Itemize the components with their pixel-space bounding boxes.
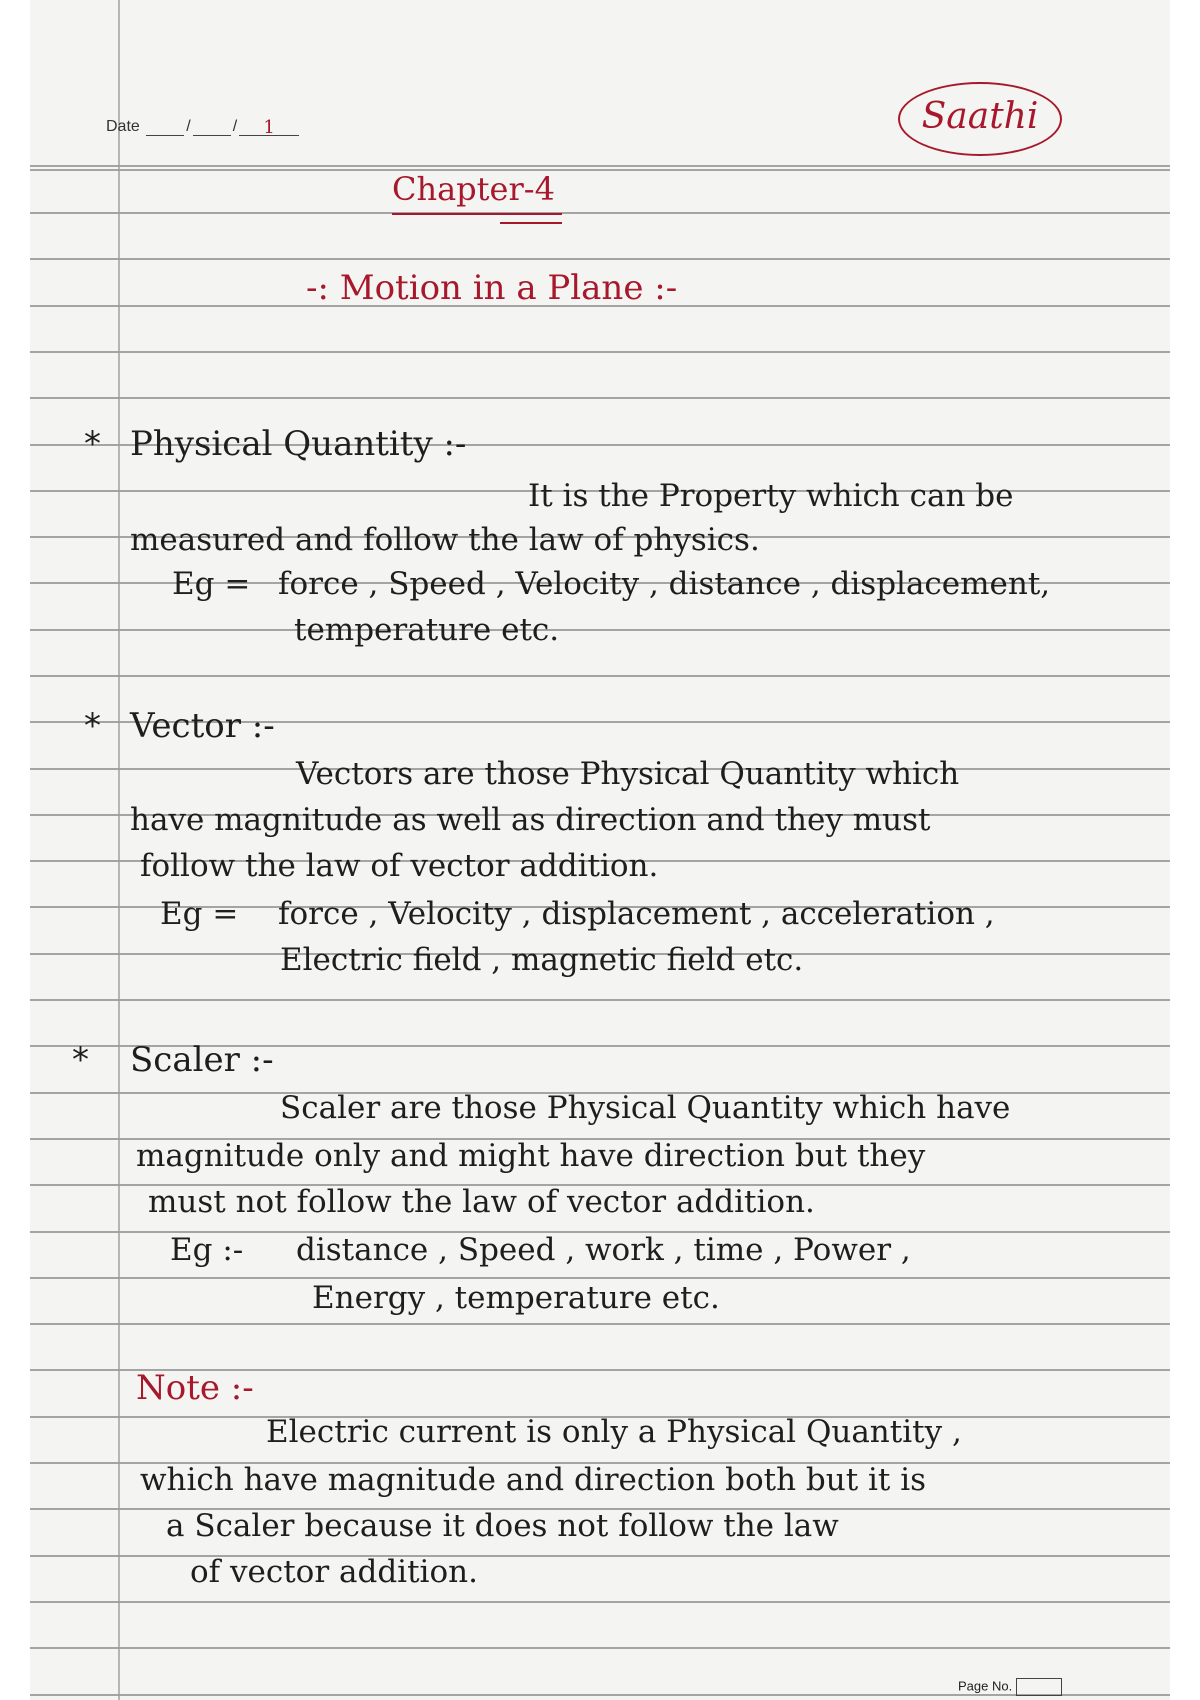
eg-label: Eg = — [160, 896, 239, 932]
page-number-label: Page No. — [958, 1678, 1013, 1694]
scaler-example: Energy , temperature etc. — [312, 1280, 720, 1316]
physical-quantity-line: It is the Property which can be — [528, 478, 1014, 514]
scaler-line: must not follow the law of vector addition. — [148, 1184, 815, 1220]
note-line: which have magnitude and direction both but it is — [140, 1462, 927, 1498]
bullet-star-icon: * — [84, 424, 101, 464]
eg-label: Eg = — [172, 566, 251, 602]
chapter-underline — [392, 213, 562, 215]
page-number-box — [1016, 1678, 1062, 1696]
physical-quantity-example: force , Speed , Velocity , distance , displacement, — [278, 566, 1051, 602]
vector-line: have magnitude as well as direction and they must — [130, 802, 931, 838]
bullet-star-icon: * — [84, 706, 101, 746]
scaler-line: Scaler are those Physical Quantity which have — [280, 1090, 1011, 1126]
page-number-field — [958, 1678, 1062, 1696]
vector-line: Vectors are those Physical Quantity which — [296, 756, 960, 792]
note-heading: Note :- — [136, 1368, 254, 1408]
bullet-star-icon: * — [72, 1040, 89, 1080]
brand-logo: Saathi — [898, 82, 1062, 156]
eg-label: Eg :- — [170, 1232, 244, 1268]
scaler-example: distance , Speed , work , time , Power , — [296, 1232, 911, 1268]
note-line: Electric current is only a Physical Quantity , — [266, 1414, 962, 1450]
page-title: -: Motion in a Plane :- — [306, 268, 678, 308]
vector-heading: Vector :- — [130, 706, 275, 746]
date-month — [193, 121, 231, 136]
date-year: 1 — [239, 121, 299, 136]
chapter-underline-second — [500, 222, 562, 224]
margin-line — [118, 0, 120, 1700]
physical-quantity-example: temperature etc. — [294, 612, 560, 648]
date-label: Date — [106, 118, 140, 135]
scaler-line: magnitude only and might have direction but they — [136, 1138, 926, 1174]
physical-quantity-line: measured and follow the law of physics. — [130, 522, 760, 558]
note-line: a Scaler because it does not follow the law — [166, 1508, 839, 1544]
vector-line: follow the law of vector addition. — [140, 848, 659, 884]
chapter-heading: Chapter-4 — [392, 170, 555, 208]
physical-quantity-heading: Physical Quantity :- — [130, 424, 467, 464]
date-field: Date / / 1 — [106, 118, 301, 136]
scaler-heading: Scaler :- — [130, 1040, 274, 1080]
note-line: of vector addition. — [190, 1554, 478, 1590]
date-day — [146, 121, 184, 136]
vector-example: Electric field , magnetic field etc. — [280, 942, 804, 978]
vector-example: force , Velocity , displacement , acceleration , — [278, 896, 995, 932]
